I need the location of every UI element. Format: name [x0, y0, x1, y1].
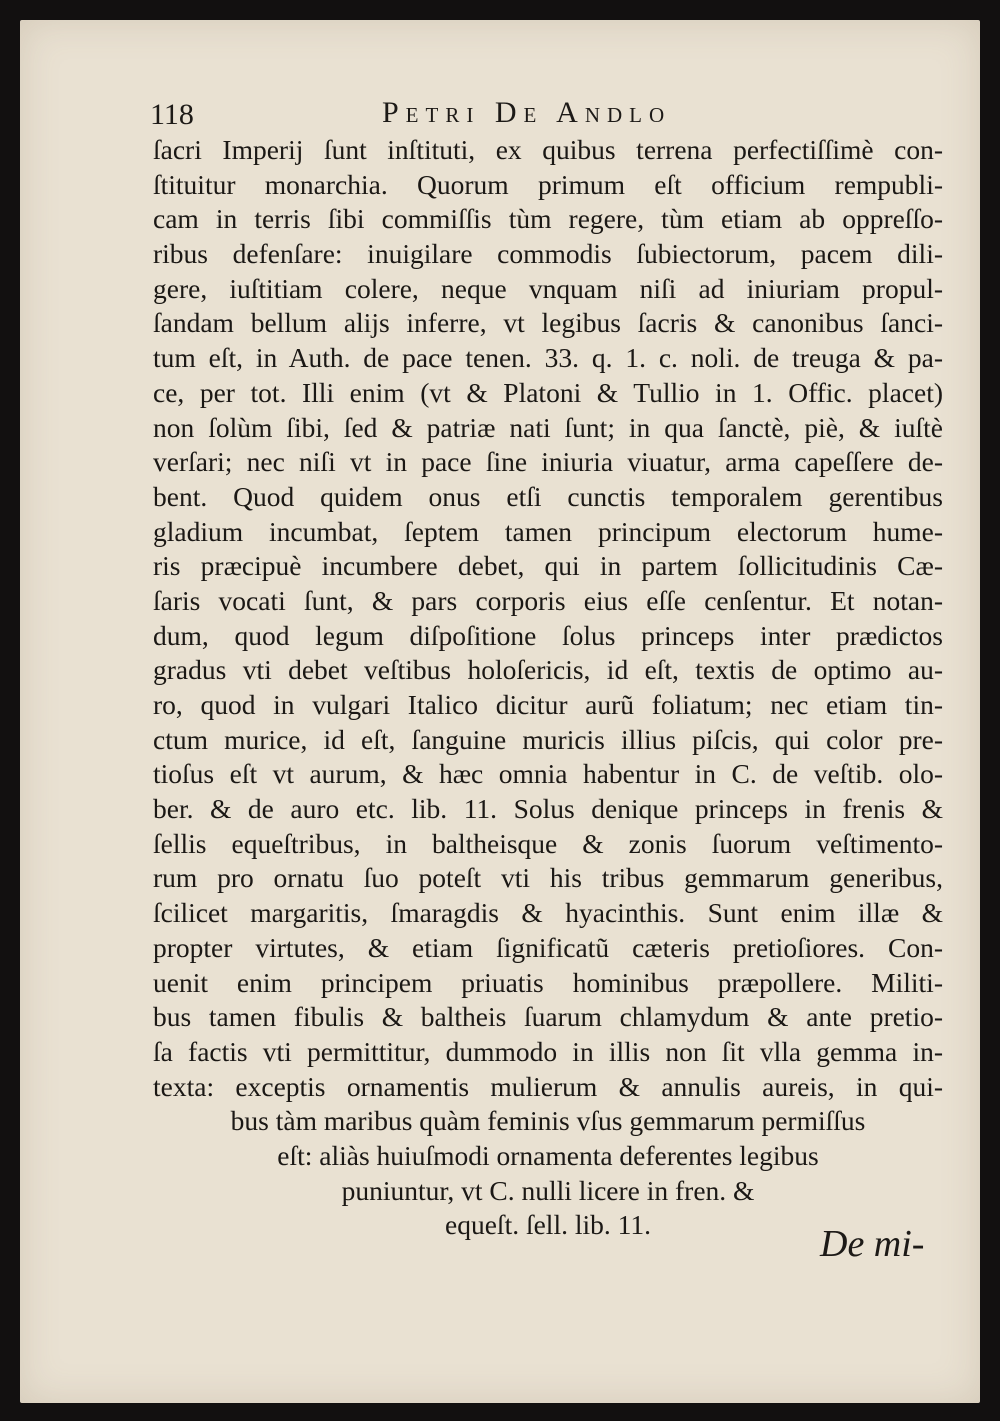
text-line: non ſolùm ſibi, ſed & patriæ nati ſunt; in qua ſanctè, piè, & iuſtè [153, 411, 943, 443]
text-line: verſari; nec niſi vt in pace ſine iniuria viuatur, arma capeſſere de- [153, 446, 943, 478]
text-line: ber. & de auro etc. lib. 11. Solus denique princeps in frenis & [153, 793, 943, 825]
running-title: Petri De Andlo [382, 96, 672, 129]
page-number: 118 [150, 98, 194, 131]
text-line: propter virtutes, & etiam ſignificatũ cæteris pretioſiores. Con- [153, 931, 943, 963]
text-line: ſcilicet margaritis, ſmaragdis & hyacinthis. Sunt enim illæ & [153, 897, 943, 929]
catchword: De mi- [820, 1223, 925, 1265]
text-line: bus tamen fibulis & baltheis ſuarum chlamydum & ante pretio- [153, 1001, 943, 1033]
closing-line: bus tàm maribus quàm feminis vſus gemmarum permiſſus [230, 1105, 866, 1137]
closing-line: eſt: aliàs huiuſmodi ornamenta deferentes legibus [277, 1139, 819, 1171]
text-line: ſandam bellum alijs inferre, vt legibus ſacris & canonibus ſanci- [153, 307, 943, 339]
text-line: cam in terris ſibi commiſſis tùm regere, tùm etiam ab oppreſſo- [153, 203, 943, 235]
text-line: tum eſt, in Auth. de pace tenen. 33. q. 1. c. noli. de treuga & pa- [153, 342, 943, 374]
text-line: ſellis equeſtribus, in baltheisque & zonis ſuorum veſtimento- [153, 827, 943, 859]
text-line: ro, quod in vulgari Italico dicitur aurũ foliatum; nec etiam tin- [153, 689, 943, 720]
text-line: ris præcipuè incumbere debet, qui in partem ſollicitudinis Cæ- [153, 550, 943, 582]
body-text [153, 133, 943, 1243]
text-line: rum pro ornatu ſuo poteſt vti his tribus gemmarum generibus, [153, 862, 943, 894]
text-line: uenit enim principem priuatis hominibus præpollere. Militi- [153, 966, 943, 998]
text-line: tioſus eſt vt aurum, & hæc omnia habentur in C. de veſtib. olo- [153, 758, 943, 790]
text-line: ſacri Imperij ſunt inſtituti, ex quibus terrena perfectiſſimè con- [153, 134, 943, 165]
closing-line: puniuntur, vt C. nulli licere in fren. & [341, 1174, 755, 1206]
text-line: gradus vti debet veſtibus holoſericis, id eſt, textis de optimo au- [153, 654, 943, 686]
text-line: ce, per tot. Illi enim (vt & Platoni & Tullio in 1. Offic. placet) [153, 376, 943, 408]
text-line: texta: exceptis ornamentis mulierum & annulis aureis, in qui- [153, 1070, 943, 1102]
text-line: bent. Quod quidem onus etſi cunctis temporalem gerentibus [153, 480, 943, 512]
text-line: gere, iuſtitiam colere, neque vnquam niſi ad iniuriam propul- [153, 272, 943, 304]
text-line: ctum murice, id eſt, ſanguine muricis illius piſcis, qui color pre- [153, 723, 943, 755]
text-line: ſaris vocati ſunt, & pars corporis eius eſſe cenſentur. Et notan- [153, 584, 943, 616]
text-line: dum, quod legum diſpoſitione ſolus princeps inter prædictos [153, 619, 943, 651]
closing-line: equeſt. ſell. lib. 11. [445, 1209, 651, 1241]
text-line: ſa factis vti permittitur, dummodo in illis non ſit vlla gemma in- [153, 1035, 943, 1067]
text-line: gladium incumbat, ſeptem tamen principum electorum hume- [153, 515, 943, 547]
text-line: ribus defenſare: inuigilare commodis ſubiectorum, pacem dili- [153, 238, 943, 270]
text-line: ſtituitur monarchia. Quorum primum eſt officium rempubli- [153, 168, 943, 200]
running-head [150, 92, 910, 136]
